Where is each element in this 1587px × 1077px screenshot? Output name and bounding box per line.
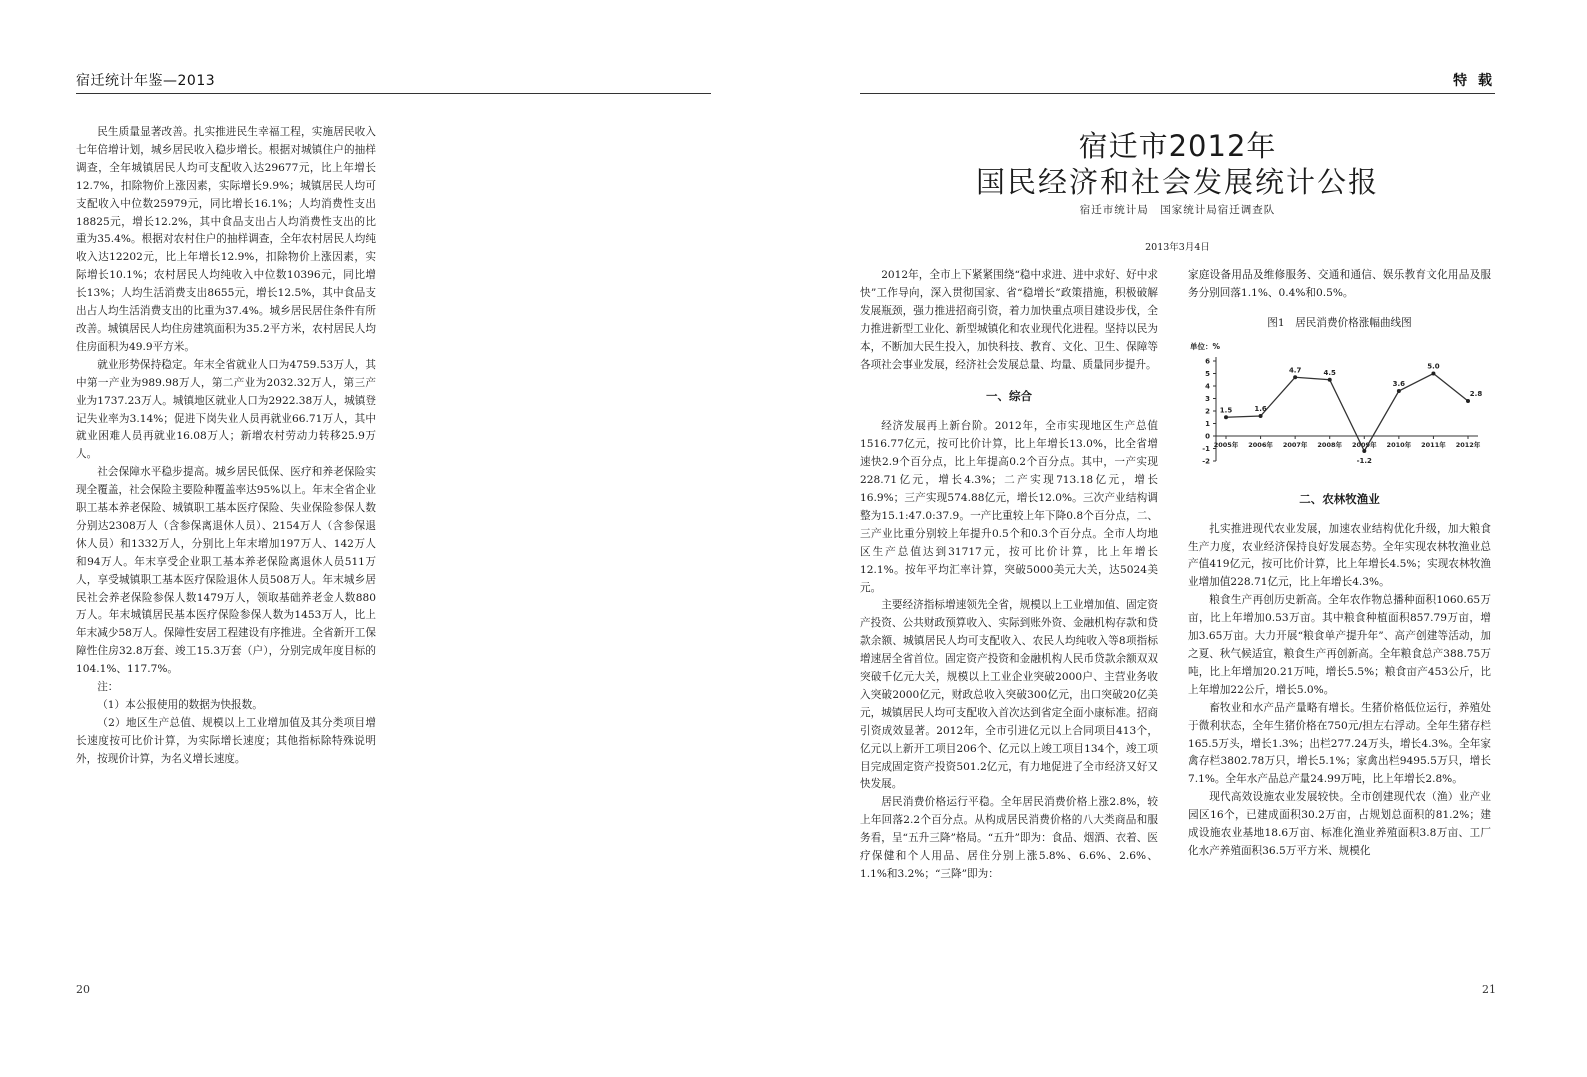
section-heading-agriculture: 二、农林牧渔业 [1299,491,1380,506]
article-title-line2: 国民经济和社会发展统计公报 [975,165,1379,199]
chart-x-tick-label: 2010年 [1386,440,1412,449]
chart-data-label: 1.5 [1219,405,1233,414]
chart-x-tick-label: 2009年 [1351,440,1377,449]
chart-y-tick-label: 1 [1205,419,1210,428]
right-page [860,0,1587,1077]
chart-data-label: 3.6 [1392,379,1406,388]
chart-y-tick-label: 3 [1205,394,1210,403]
header-rule-left [76,93,711,94]
right-text-column-1 [860,267,1158,884]
paragraph-facility-agriculture: 现代高效设施农业发展较快。全市创建现代农（渔）业产业园区16个，已建成面积30.2万亩，占规划总面积的81.2%；建成设施农业基地18.6万亩、标准化渔业养殖面积3.8万亩、工厂化水产养殖面积36.5万平方米、规模化 [1188,791,1491,857]
article-date: 2013年3月4日 [1145,242,1210,253]
chart-data-label: 2.8 [1469,389,1483,398]
cpi-chart-svg [1188,339,1491,477]
section-heading-overview: 一、综合 [986,389,1032,404]
chart-data-label: 1.6 [1254,404,1267,413]
chart-y-tick-label: 2 [1205,407,1210,416]
cpi-line-chart [1188,339,1491,477]
chart-data-point [1293,375,1297,379]
chart-y-tick-label: 6 [1205,357,1210,366]
chart-unit-label: 单位：% [1190,341,1221,351]
chart-x-tick-label: 2006年 [1248,440,1273,449]
header-rule-right [860,93,1495,94]
paragraph-indicators: 主要经济指标增速领先全省，规模以上工业增加值、固定资产投资、公共财政预算收入、实际到账外资、金融机构存款和贷款余额、城镇居民人均可支配收入、农民人均纯收入等8项指标增速居全省首位。固定资产投资和金融机构人民币贷款余额双双突破千亿元大关，规模以上工业企业突破2000户、主营业务收入突破2000亿元，财政总收入突破300亿元，出口突破20亿美元，城镇居民人均可支配收入首次达到省定全面小康标准。招商引资成效显著。2012年，全市引进亿元以上合同项目413个，亿元以上新开工项目206个、亿元以上竣工项目134个，竣工项目完成固定资产投资501.2亿元，有力地促进了全市经济又好又快发展。 [860,599,1158,791]
paragraph-cpi: 居民消费价格运行平稳。全年居民消费价格上涨2.8%，较上年回落2.2个百分点。从构成居民消费价格的八大类商品和服务看，呈“五升三降”格局。“五升”即为：食品、烟酒、衣着、医疗保健和个人用品、居住分别上涨5.8%、6.6%、2.6%、1.1%和3.2%；“三降”即为： [860,796,1158,880]
article-title-line1: 宿迁市2012年 [1078,129,1277,163]
left-page [0,0,760,1077]
right-text-column-2 [1188,267,1491,861]
article-byline: 宿迁市统计局 国家统计局宿迁调查队 [1079,204,1276,216]
paragraph-grain: 粮食生产再创历史新高。全年农作物总播种面积1060.65万亩，比上年增加0.53万亩。其中粮食种植面积857.79万亩，增加3.65万亩。大力开展“粮食单产提升年”、高产创建等活动，加之夏、秋气候适宜，粮食生产再创新高。全年粮食总产388.75万吨，比上年增加20.21万吨，增长5.5%；粮食亩产453公斤，比上年增加22公斤，增长5.0%。 [1188,594,1491,696]
chart-data-point [1397,389,1401,393]
chart-y-tick-label: 0 [1205,432,1210,441]
chart-x-tick-label: 2011年 [1421,440,1446,449]
paragraph-employment: 就业形势保持稳定。年末全省就业人口为4759.53万人，其中第一产业为989.98万人，第二产业为2032.32万人，第三产业为1737.23万人。城镇地区就业人口为2922.38万人，城镇登记失业率为3.14%；促进下岗失业人员再就业66.71万人，其中就业困难人员再就业16.08万人；新增农村劳动力转移25.9万人。 [76,358,376,461]
chart-x-tick-label: 2012年 [1455,440,1481,449]
chart-x-tick-label: 2007年 [1282,440,1308,449]
chart-data-point [1362,449,1366,453]
page-number-left: 20 [76,983,90,996]
running-head-left: 宿迁统计年鉴—2013 [76,73,216,89]
paragraph-cpi-continued: 家庭设备用品及维修服务、交通和通信、娱乐教育文化用品及服务分别回落1.1%、0.4%和0.5%。 [1188,269,1491,299]
chart-y-tick-label: 4 [1205,382,1210,391]
paragraph-agriculture: 扎实推进现代农业发展，加速农业结构优化升级，加大粮食生产力度，农业经济保持良好发展态势。全年实现农林牧渔业总产值419亿元，按可比价计算，比上年增长4.5%；实现农林牧渔业增加值228.71亿元，比上年增长4.3%。 [1188,522,1491,589]
chart-data-point [1224,415,1228,419]
chart-data-point [1466,399,1470,403]
paragraph-livestock: 畜牧业和水产品产量略有增长。生猪价格低位运行，养殖处于微利状态，全年生猪价格在750元/担左右浮动。全年生猪存栏165.5万头，增长1.3%；出栏277.24万头，增长4.3%。全年家禽存栏3802.78万只，增长5.1%；家禽出栏9495.5万只，增长7.1%。全年水产品总产量24.99万吨，比上年增长2.8%。 [1188,701,1491,786]
chart-y-tick-label: 5 [1205,369,1210,378]
chart-y-tick-label: -2 [1202,457,1210,466]
chart-data-label: 4.7 [1288,365,1302,374]
paragraph-gdp: 经济发展再上新台阶。2012年，全市实现地区生产总值1516.77亿元，按可比价计算，比上年增长13.0%，比全省增速快2.9个百分点，比上年提高0.2个百分点。其中，一产实现228.71亿元，增长4.3%；二产实现713.18亿元，增长16.9%；三产实现574.88亿元，增长12.0%。三次产业结构调整为15.1:47.0:37.9。一产比重较上年下降0.8个百分点，二、三产业比重分别较上年提升0.5个和0.3个百分点。全市人均地区生产总值达到31717元，按可比价计算，比上年增长12.1%。按年平均汇率计算，突破5000美元大关，达5024美元。 [860,420,1158,594]
left-text-column [76,124,376,769]
paragraph-intro: 2012年，全市上下紧紧围绕“稳中求进、进中求好、好中求快”工作导向，深入贯彻国家、省“稳增长”政策措施，积极破解发展瓶颈，强力推进招商引资，着力加快重点项目建设步伐，全力推进新型工业化、新型城镇化和农业现代化进程。坚持以民为本，不断加大民生投入，加快科技、教育、文化、卫生、保障等各项社会事业发展，经济社会发展总量、均量、质量同步提升。 [860,269,1158,371]
article-title-block [860,128,1495,253]
chart-y-tick-label: -1 [1202,444,1210,453]
note-item-1: （1）本公报使用的数据为快报数。 [97,699,263,711]
chart-data-label: 4.5 [1323,368,1336,377]
note-heading: 注： [97,681,119,694]
chart-data-label: -1.2 [1356,456,1372,465]
page-number-right: 21 [1482,983,1496,996]
chart-title: 图1 居民消费价格涨幅曲线图 [1267,316,1412,329]
paragraph-livelihood: 民生质量显著改善。扎实推进民生幸福工程，实施居民收入七年倍增计划，城乡居民收入稳步增长。根据对城镇住户的抽样调查，全年城镇居民人均可支配收入达29677元，比上年增长12.7%，扣除物价上涨因素，实际增长9.9%；城镇居民人均可支配收入中位数25979元，同比增长16.1%；人均消费性支出18825元，增长12.2%，其中食品支出占人均消费性支出的比重为35.4%。根据对农村住户的抽样调查，全年农村居民人均纯收入达12202元，比上年增长12.9%，扣除物价上涨因素，实际增长10.1%；农村居民人均纯收入中位数10396元，同比增长13%；人均生活消费支出8655元，增长12.5%，其中食品支出占人均生活消费支出的比重为37.4%。城乡居民居住条件有所改善。城镇居民人均住房建筑面积为35.2平方米，农村居民人均住房面积为49.9平方米。 [76,126,376,353]
chart-x-tick-label: 2008年 [1317,440,1343,449]
paragraph-social-security: 社会保障水平稳步提高。城乡居民低保、医疗和养老保险实现全覆盖，社会保险主要险种覆盖率达95%以上。年末全省企业职工基本养老保险、城镇职工基本医疗保险、失业保险参保人数分别达2308万人（含参保离退休人员）、2154万人（含参保退休人员）和1332万人，分别比上年末增加197万人、142万人和94万人。年末享受企业职工基本养老保险离退休人员511万人，享受城镇职工基本医疗保险退休人员508万人。年末城乡居民社会养老保险参保人数1479万人，领取基础养老金人数880万人。年末城镇居民基本医疗保险参保人数为1453万人，比上年末减少58万人。保障性安居工程建设有序推进。全省新开工保障性住房32.8万套、竣工15.3万套（户），分别完成年度目标的104.1%、117.7%。 [76,466,376,676]
chart-data-point [1328,377,1332,381]
chart-data-point [1431,371,1435,375]
chart-data-label: 5.0 [1427,362,1440,371]
chart-data-point [1259,414,1263,418]
note-item-2: （2）地区生产总值、规模以上工业增加值及其分类项目增长速度按可比价计算，为实际增长速度；其他指标除特殊说明外，按现价计算，为名义增长速度。 [76,716,376,765]
running-head-right: 特 载 [1453,73,1495,89]
chart-x-tick-label: 2005年 [1213,440,1239,449]
